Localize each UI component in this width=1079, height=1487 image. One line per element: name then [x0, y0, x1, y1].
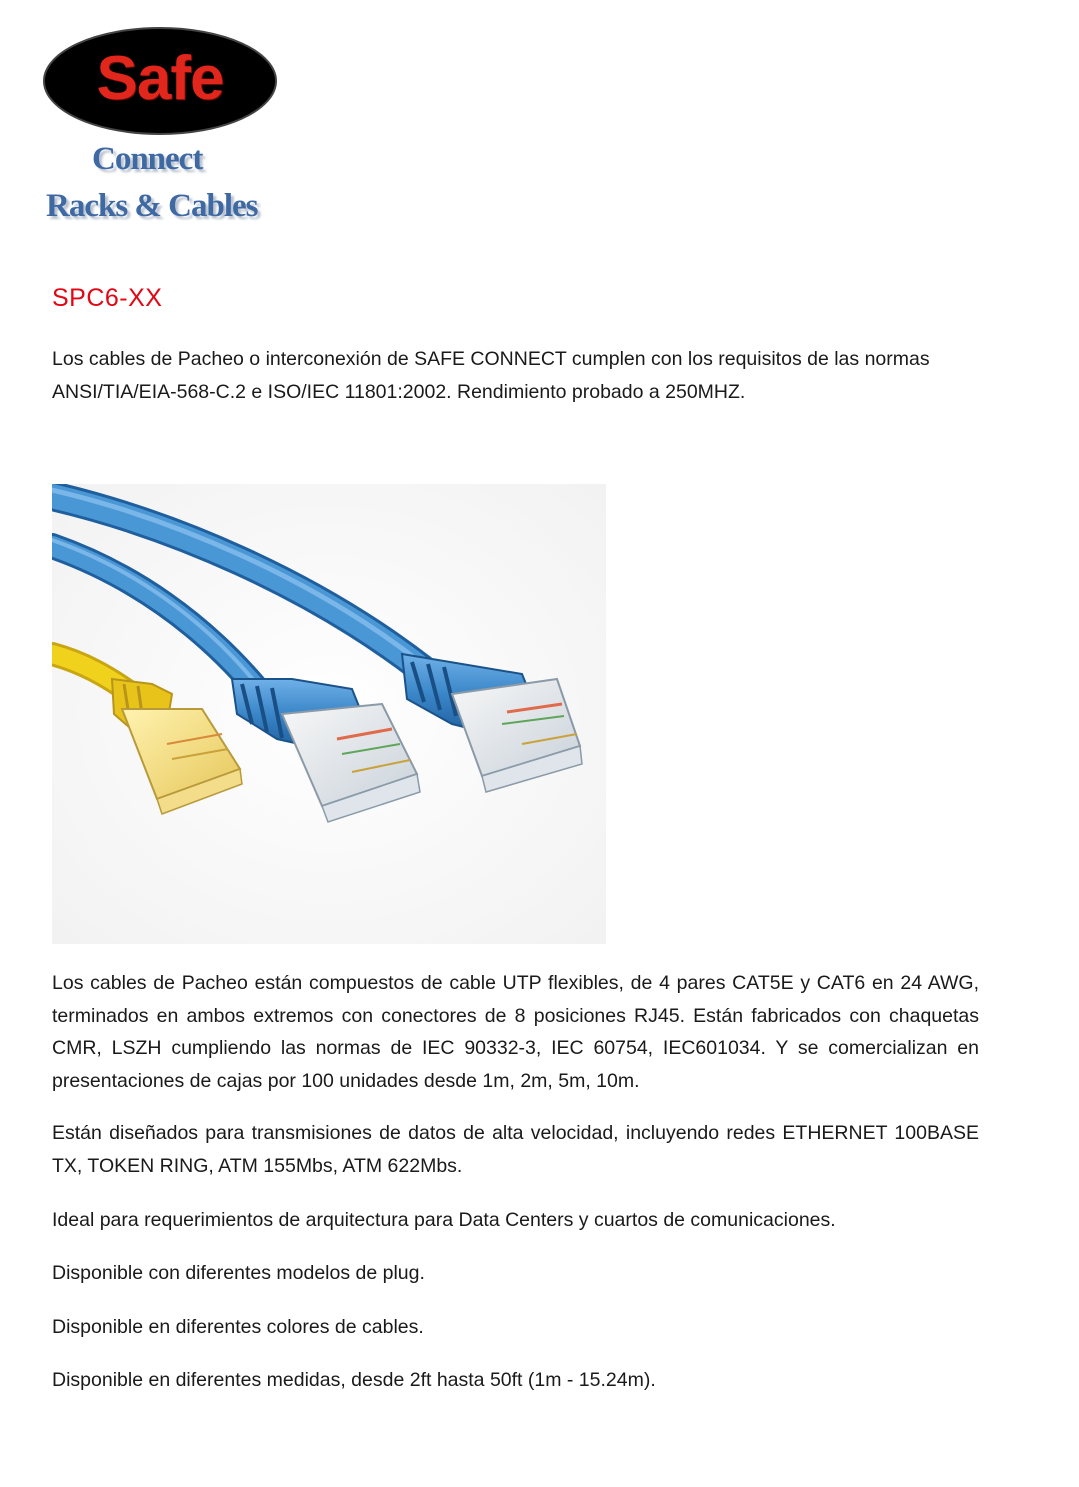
colors-availability-paragraph: Disponible en diferentes colores de cables.: [52, 1316, 424, 1338]
intro-line-2: ANSI/TIA/EIA-568-C.2 e ISO/IEC 11801:2002. Rendimiento probado a 250MHZ.: [52, 380, 746, 403]
logo-tagline-racks-cables: Racks & Cables: [46, 188, 258, 224]
intro-paragraph: [52, 343, 979, 408]
sizes-availability-paragraph: Disponible en diferentes medidas, desde 2ft hasta 50ft (1m - 15.24m).: [52, 1369, 656, 1391]
composition-paragraph: Los cables de Pacheo están compuestos de cable UTP flexibles, de 4 pares CAT5E y CAT6 en 24 AWG, terminados en ambos extremos con conectores de 8 posiciones RJ45. Están fabricados con chaquetas CMR, LSZH cumpliendo las normas de IEC 90332-3, IEC 60754, IEC601034. Y se comercializan en presentaciones de cajas por 100 unidades desde 1m, 2m, 5m, 10m.: [52, 972, 979, 1092]
product-code-title: SPC6-XX: [52, 284, 163, 312]
patch-cables-photo: [52, 484, 606, 944]
logo-brand-word: Safe: [96, 44, 224, 113]
intro-line-1: Los cables de Pacheo o interconexión de SAFE CONNECT cumplen con los requisitos de las normas: [52, 348, 930, 370]
plug-availability-paragraph: Disponible con diferentes modelos de plug.: [52, 1262, 425, 1284]
company-logo: [42, 26, 282, 231]
logo-tagline-connect: Connect: [92, 141, 203, 177]
speed-paragraph: Están diseñados para transmisiones de datos de alta velocidad, incluyendo redes ETHERNET 100BASE TX, TOKEN RING, ATM 155Mbs, ATM 622Mbs.: [52, 1122, 979, 1177]
ideal-paragraph: Ideal para requerimientos de arquitectura para Data Centers y cuartos de comunicaciones.: [52, 1209, 836, 1231]
